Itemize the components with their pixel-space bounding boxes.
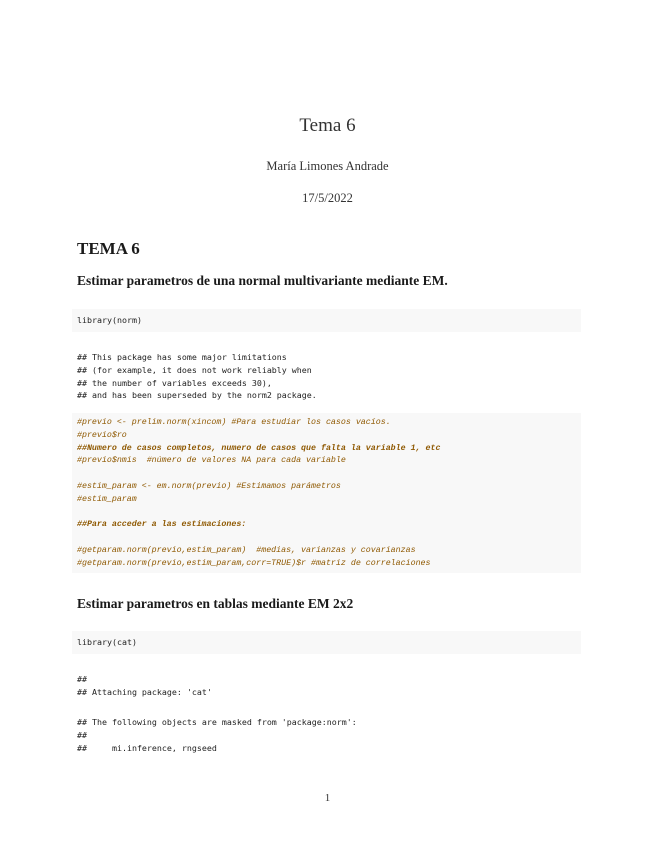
output-line: ## the number of variables exceeds 30), bbox=[77, 377, 272, 388]
code-block-library-cat bbox=[72, 631, 581, 654]
document-title: Tema 6 bbox=[299, 115, 356, 136]
section-heading-tema: TEMA 6 bbox=[77, 239, 140, 258]
output-line: ## The following objects are masked from 'package:norm': bbox=[77, 717, 357, 727]
code-line: library(norm) bbox=[77, 315, 142, 325]
code-blank-line bbox=[77, 532, 581, 545]
code-comment-line: #previo <- prelim.norm(xincom) #Para estudiar los casos vacíos. bbox=[77, 418, 391, 427]
code-block-em-norm-comments bbox=[72, 413, 581, 573]
code-comment-line: #getparam.norm(previo,estim_param,corr=TRUE)$r #matriz de correlaciones bbox=[77, 558, 431, 568]
output-line: ## (for example, it does not work reliably when bbox=[77, 364, 312, 375]
code-comment-line: #estim_param bbox=[77, 494, 137, 504]
code-comment-line: #previo$nmis #número de valores NA para cada variable bbox=[77, 456, 346, 466]
code-blank-line bbox=[77, 468, 581, 481]
output-block-masked bbox=[77, 716, 577, 754]
output-block-norm-warning bbox=[77, 351, 577, 402]
output-line: ## Attaching package: 'cat' bbox=[77, 686, 212, 697]
subsection-heading-tablas-em: Estimar parametros en tablas mediante EM 2x2 bbox=[77, 596, 354, 611]
output-line: ## mi.inference, rngseed bbox=[77, 742, 217, 753]
code-comment-line: #estim_param <- em.norm(previo) #Estimamos parámetros bbox=[77, 481, 341, 491]
subsection-heading-normal-em: Estimar parametros de una normal multivariante mediante EM. bbox=[77, 273, 448, 288]
code-comment-line: #getparam.norm(previo,estim_param) #medias, varianzas y covarianzas bbox=[77, 545, 416, 555]
document-author: María Limones Andrade bbox=[266, 159, 389, 173]
code-blank-line bbox=[77, 507, 581, 520]
code-block-library-norm bbox=[72, 309, 581, 332]
output-line: ## bbox=[77, 674, 87, 684]
output-line: ## bbox=[77, 729, 87, 740]
output-line: ## and has been superseded by the norm2 package. bbox=[77, 390, 317, 401]
document-date: 17/5/2022 bbox=[302, 191, 353, 205]
code-comment-line: #previo$ro bbox=[77, 430, 127, 440]
code-comment-line: ##Para acceder a las estimaciones: bbox=[77, 520, 247, 530]
code-comment-line: ##Numero de casos completos, numero de casos que falta la variable 1, etc bbox=[77, 443, 441, 453]
output-block-attaching bbox=[77, 673, 577, 699]
output-line: ## This package has some major limitations bbox=[77, 352, 287, 362]
page-number: 1 bbox=[324, 792, 331, 804]
code-line: library(cat) bbox=[77, 637, 137, 647]
